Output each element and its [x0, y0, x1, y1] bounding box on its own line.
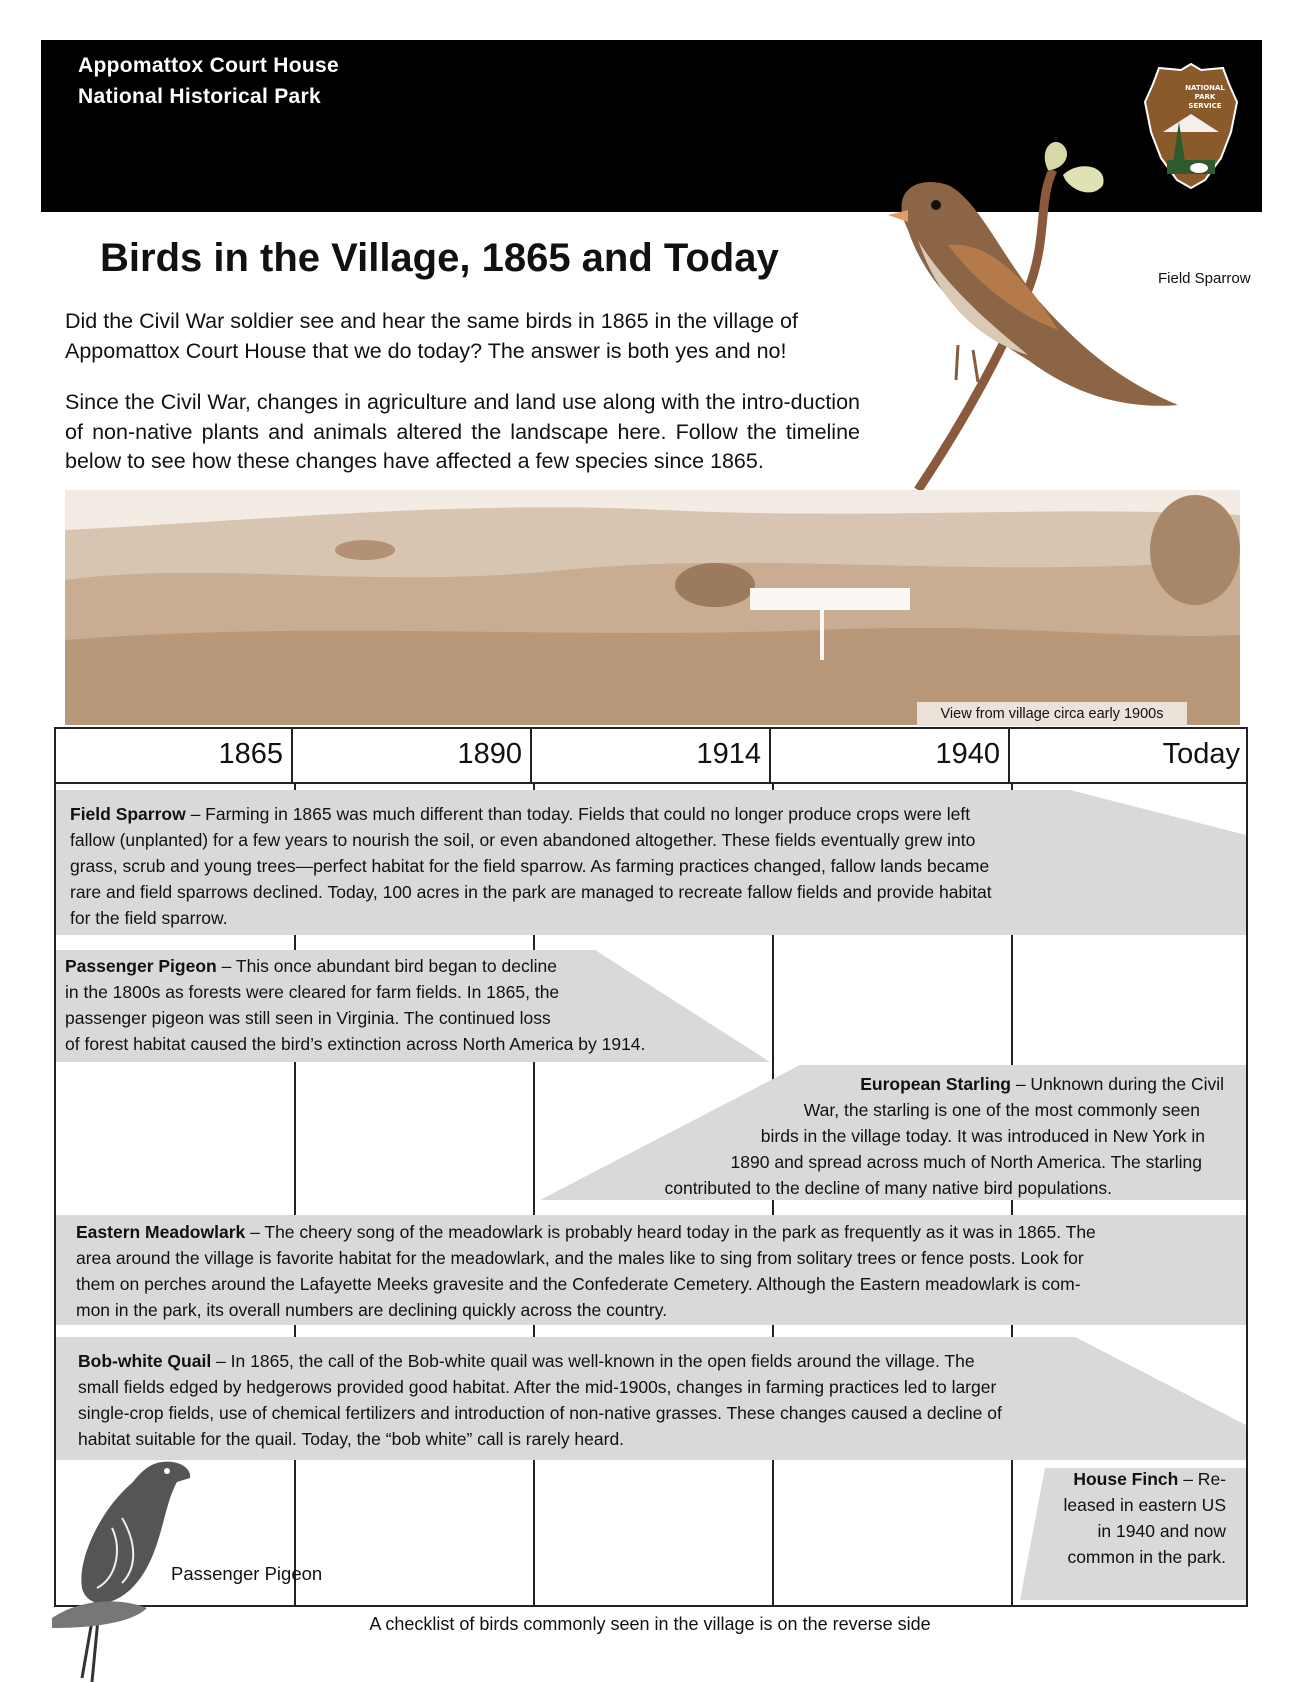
european-starling-text [560, 1071, 1224, 1201]
passenger-pigeon-line-3: passenger pigeon was still seen in Virginia. The continued loss [65, 1008, 551, 1028]
intro-paragraph-2: Since the Civil War, changes in agriculture and land use along with the intro-duction of non-native plants and animals altered the landscape here. Follow the timeline below to see how these changes have affected a few species since 1865. [65, 390, 860, 473]
european-starling-line-2: War, the starling is one of the most commonly seen [803, 1100, 1200, 1120]
bobwhite-quail-line-1: – In 1865, the call of the Bob-white quail was well-known in the open fields around the village. The [211, 1351, 975, 1371]
european-starling-line-1: – Unknown during the Civil [1010, 1074, 1224, 1094]
passenger-pigeon-line-2: in the 1800s as forests were cleared for farm fields. In 1865, the [65, 982, 560, 1002]
field-sparrow-name: Field Sparrow [70, 804, 186, 824]
house-finch-line-2: leased in eastern US [1063, 1495, 1226, 1515]
european-starling-line-4: 1890 and spread across much of North America. The starling [730, 1152, 1202, 1172]
passenger-pigeon-name: Passenger Pigeon [65, 956, 217, 976]
house-finch-line-3: in 1940 and now [1097, 1521, 1226, 1541]
field-sparrow-line-5: for the field sparrow. [70, 908, 228, 928]
year-1940: 1940 [771, 727, 1010, 782]
house-finch-name: House Finch [1073, 1469, 1179, 1489]
passenger-pigeon-text [65, 953, 645, 1057]
eastern-meadowlark-line-3: them on perches around the Lafayette Meeks gravesite and the Confederate Cemetery. Although the Eastern meadowlark is com- [76, 1274, 1081, 1294]
eastern-meadowlark-line-1: – The cheery song of the meadowlark is probably heard today in the park as frequently as it was in 1865. The [245, 1222, 1096, 1242]
intro-paragraph-1: Did the Civil War soldier see and hear the same birds in 1865 in the village of Appomattox Court House that we do today? The answer is both yes and no! [65, 309, 798, 363]
logo-text-line1: NATIONAL [1185, 84, 1225, 92]
page-title: Birds in the Village, 1865 and Today [100, 236, 779, 280]
european-starling-line-3: birds in the village today. It was introduced in New York in [760, 1126, 1205, 1146]
passenger-pigeon-caption: Passenger Pigeon [171, 1563, 323, 1584]
year-1890: 1890 [293, 727, 532, 782]
year-today: Today [1162, 738, 1240, 770]
field-sparrow-text [70, 801, 992, 931]
european-starling-name: European Starling [860, 1074, 1011, 1094]
park-name-line2: National Historical Park [78, 85, 321, 108]
bobwhite-quail-line-4: habitat suitable for the quail. Today, the “bob white” call is rarely heard. [78, 1429, 625, 1449]
park-name-line1: Appomattox Court House [78, 54, 339, 77]
year-1914: 1914 [532, 727, 771, 782]
house-finch-line-4: common in the park. [1067, 1547, 1226, 1567]
field-sparrow-caption: Field Sparrow [1158, 270, 1251, 287]
logo-text-line2: PARK [1194, 93, 1216, 101]
eastern-meadowlark-name: Eastern Meadowlark [76, 1222, 246, 1242]
eastern-meadowlark-line-2: area around the village is favorite habitat for the meadowlark, and the males like to sing from solitary trees or fence posts. Look for [76, 1248, 1084, 1268]
field-sparrow-line-3: grass, scrub and young trees—perfect habitat for the field sparrow. As farming practices changed, fallow lands became [70, 856, 990, 876]
field-sparrow-line-4: rare and field sparrows declined. Today, 100 acres in the park are managed to recreate fallow fields and provide habitat [70, 882, 992, 902]
eastern-meadowlark-text [76, 1219, 1096, 1323]
passenger-pigeon-line-1: – This once abundant bird began to decline [216, 956, 557, 976]
year-1865: 1865 [54, 727, 293, 782]
passenger-pigeon-line-4: of forest habitat caused the bird’s extinction across North America by 1914. [65, 1034, 646, 1054]
eastern-meadowlark-line-4: mon in the park, its overall numbers are declining quickly across the country. [76, 1300, 668, 1320]
bobwhite-quail-line-2: small fields edged by hedgerows provided good habitat. After the mid-1900s, changes in farming practices led to larger [78, 1377, 997, 1397]
bobwhite-quail-line-3: single-crop fields, use of chemical fertilizers and introduction of non-native grasses. These changes caused a decline of [78, 1403, 1002, 1423]
bobwhite-quail-name: Bob-white Quail [78, 1351, 212, 1371]
field-sparrow-line-2: fallow (unplanted) for a few years to nourish the soil, or even abandoned altogether. These fields eventually grew into [70, 830, 976, 850]
bobwhite-quail-text [78, 1348, 1002, 1452]
field-sparrow-line-1: – Farming in 1865 was much different than today. Fields that could no longer produce crops were left [185, 804, 971, 824]
landscape-caption: View from village circa early 1900s [917, 702, 1187, 726]
logo-text-line3: SERVICE [1188, 102, 1222, 110]
footer-note: A checklist of birds commonly seen in the village is on the reverse side [369, 1614, 931, 1634]
house-finch-line-1: – Re- [1178, 1469, 1226, 1489]
house-finch-text [1040, 1466, 1226, 1570]
european-starling-line-5: contributed to the decline of many native bird populations. [664, 1178, 1112, 1198]
